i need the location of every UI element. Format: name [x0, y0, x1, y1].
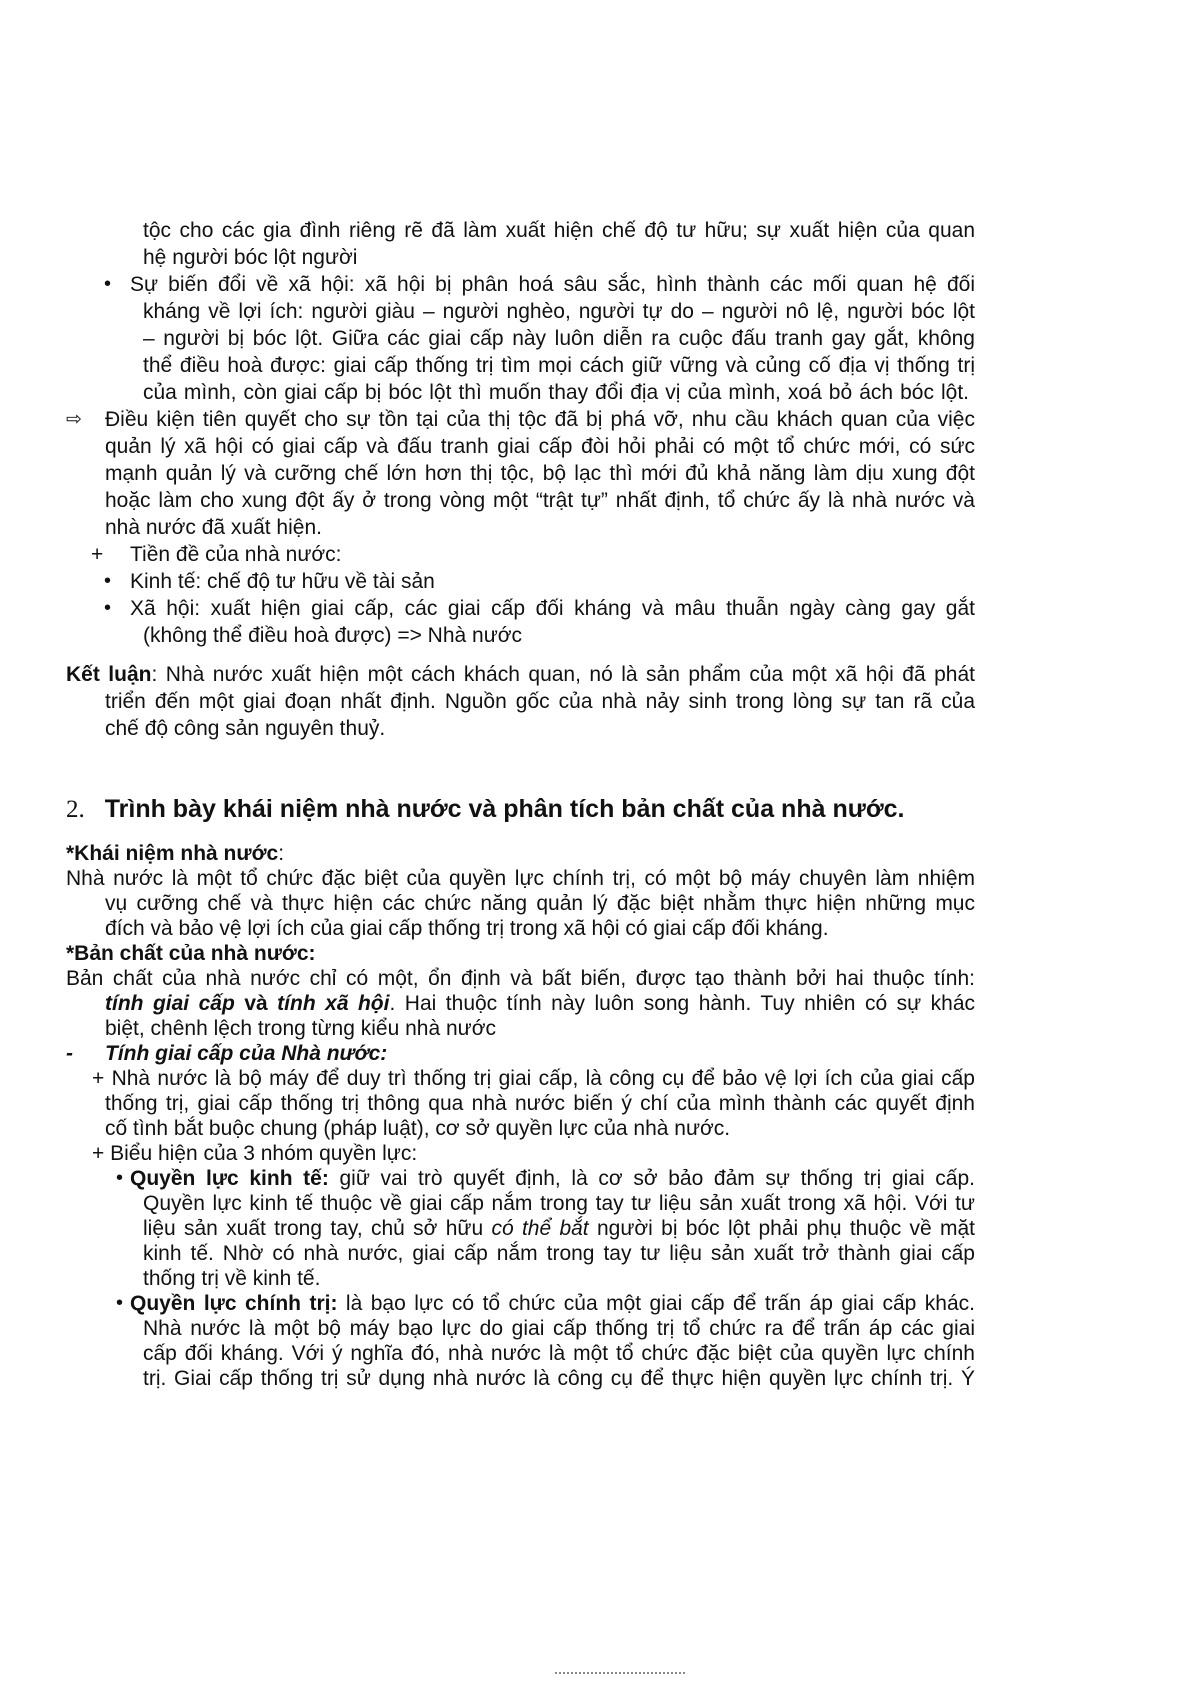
- section-title: Trình bày khái niệm nhà nước và phân tích bản chất của nhà nước.: [104, 795, 905, 823]
- conclusion-line: chế độ công sản nguyên thuỷ.: [105, 717, 386, 740]
- paragraph-line: Điều kiện tiên quyết cho sự tồn tại của thị tộc đã bị phá vỡ, nhu cầu khách quan của việc: [105, 408, 975, 431]
- political-power-line: Nhà nước là một bộ máy bạo lực do giai cấp thống trị tổ chức ra để trấn áp các giai: [143, 1317, 975, 1340]
- political-power-line: cấp đối kháng. Với ý nghĩa đó, nhà nước là một tổ chức đặc biệt của quyền lực chính: [143, 1342, 975, 1365]
- conclusion-label: Kết luận: [66, 663, 152, 686]
- premise-social: Xã hội: xuất hiện giai cấp, các giai cấp đối kháng và mâu thuẫn ngày càng gay gắt: [130, 597, 975, 620]
- political-power-line: trị. Giai cấp thống trị sử dụng nhà nước là công cụ để thực hiện quyền lực chính trị. Ý: [143, 1367, 975, 1390]
- paragraph-line: Sự biến đổi về xã hội: xã hội bị phân hoá sâu sắc, hình thành các mối quan hệ đối: [130, 273, 975, 296]
- paragraph-line: thể điều hoà được: giai cấp thống trị tìm mọi cách giữ vững và củng cố địa vị thống trị: [143, 354, 975, 377]
- paragraph-line: hoặc làm cho xung đột ấy ở trong vòng một “trật tự” nhất định, tổ chức ấy là nhà nước và: [105, 489, 975, 512]
- nature-line: biệt, chênh lệch trong từng kiểu nhà nước: [105, 1017, 496, 1040]
- bullet-icon: •: [116, 1292, 124, 1314]
- nature-line: Bản chất của nhà nước chỉ có một, ổn định và bất biến, được tạo thành bởi hai thuộc tính:: [66, 967, 975, 990]
- concept-line: vụ cưỡng chế và thực hiện các chức năng quản lý đặc biệt nhằm thực hiện những mục: [105, 892, 975, 915]
- paragraph-line: kháng về lợi ích: người giàu – người nghèo, người tự do – người nô lệ, người bóc lột: [143, 300, 975, 323]
- economic-power-line: thống trị về kinh tế.: [143, 1267, 321, 1290]
- political-power-line: Quyền lực chính trị: là bạo lực có tổ chức của một giai cấp để trấn áp giai cấp khác.: [130, 1292, 976, 1315]
- bullet-icon: •: [104, 570, 112, 592]
- concept-line: đích và bảo vệ lợi ích của giai cấp thống trị trong xã hội có giai cấp đối kháng.: [105, 917, 829, 940]
- paragraph-line: hệ người bóc lột người: [143, 246, 358, 269]
- bullet-icon: •: [104, 597, 112, 619]
- economic-power-line: Quyền lực kinh tế thuộc về giai cấp nắm trong tay tư liệu sản xuất trong xã hội. Với tư: [143, 1192, 975, 1215]
- paragraph-line: của mình, còn giai cấp bị bóc lột thì muốn thay đổi địa vị của mình, xoá bỏ ách bóc lột.: [143, 381, 969, 404]
- dash-marker: -: [66, 1042, 73, 1065]
- political-power-label: Quyền lực chính trị:: [130, 1292, 338, 1315]
- paragraph-line: tộc cho các gia đình riêng rẽ đã làm xuất hiện chế độ tư hữu; sự xuất hiện của quan: [143, 219, 975, 242]
- section-heading: [66, 793, 904, 826]
- economic-power-label: Quyền lực kinh tế:: [130, 1167, 329, 1190]
- premise-economic: Kinh tế: chế độ tư hữu về tài sản: [130, 570, 435, 593]
- section-number: 2.: [66, 796, 85, 823]
- conclusion-line: Kết luận: Nhà nước xuất hiện một cách khách quan, nó là sản phẩm của một xã hội đã phát: [66, 663, 975, 686]
- economic-power-line: kinh tế. Nhờ có nhà nước, giai cấp nắm trong tay tư liệu sản xuất trở thành giai cấp: [143, 1242, 975, 1265]
- class-nature-line: + Nhà nước là bộ máy để duy trì thống trị giai cấp, là công cụ để bảo vệ lợi ích của giai cấp: [92, 1067, 975, 1090]
- arrow-right-icon: ⇨: [66, 409, 82, 430]
- page-footer-divider: [555, 1672, 685, 1674]
- nature-heading: *Bản chất của nhà nước:: [66, 942, 316, 965]
- paragraph-line: nhà nước đã xuất hiện.: [105, 516, 322, 539]
- paragraph-line: – người bị bóc lột. Giữa các giai cấp này luôn diễn ra cuộc đấu tranh gay gắt, không: [143, 327, 975, 350]
- paragraph-line: quản lý xã hội có giai cấp và đấu tranh giai cấp đòi hỏi phải có một tổ chức mới, có sức: [105, 435, 975, 458]
- class-nature-line: thống trị, giai cấp thống trị thông qua nhà nước biến ý chí của mình thành các quyết định: [105, 1092, 975, 1115]
- economic-power-line: Quyền lực kinh tế: giữ vai trò quyết định, là cơ sở bảo đảm sự thống trị giai cấp.: [130, 1167, 976, 1190]
- economic-power-line: liệu sản xuất trong tay, chủ sở hữu có thể bắt người bị bóc lột phải phụ thuộc về mặt: [143, 1217, 976, 1240]
- bullet-icon: •: [104, 273, 112, 295]
- concept-heading: *Khái niệm nhà nước:: [66, 842, 285, 865]
- conclusion-line: triển đến một giai đoạn nhất định. Nguồn gốc của nhà nảy sinh trong lòng sự tan rã của: [105, 690, 975, 713]
- class-nature-line: + Biểu hiện của 3 nhóm quyền lực:: [92, 1142, 418, 1165]
- premise-title: Tiền đề của nhà nước:: [130, 543, 342, 566]
- paragraph-line: mạnh quản lý và cưỡng chế lớn hơn thị tộc, bộ lạc thì mới đủ khả năng làm dịu xung đột: [105, 462, 975, 485]
- premise-social-cont: (không thể điều hoà được) => Nhà nước: [143, 624, 523, 647]
- nature-line: tính giai cấp và tính xã hội. Hai thuộc tính này luôn song hành. Tuy nhiên có sự khác: [105, 992, 976, 1015]
- class-nature-title: Tính giai cấp của Nhà nước:: [105, 1042, 388, 1065]
- class-nature-line: cố tình bắt buộc chung (pháp luật), cơ sở quyền lực của nhà nước.: [105, 1117, 731, 1140]
- plus-marker: +: [91, 543, 104, 566]
- bullet-icon: •: [116, 1167, 124, 1189]
- concept-line: Nhà nước là một tổ chức đặc biệt của quyền lực chính trị, có một bộ máy chuyên làm nhiệm: [66, 867, 975, 890]
